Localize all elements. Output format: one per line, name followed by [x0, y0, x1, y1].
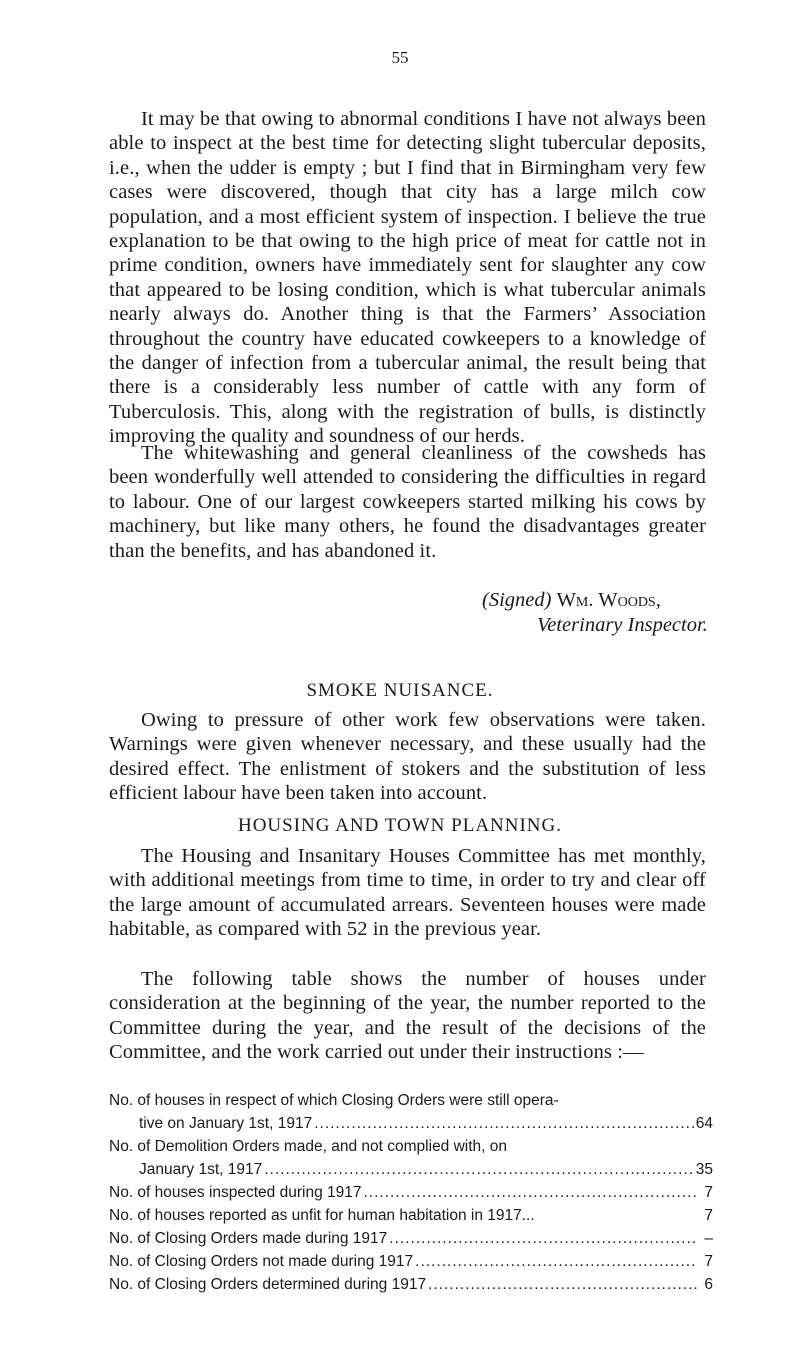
- signature-title: Veterinary Inspector.: [537, 614, 708, 636]
- paragraph-table-intro: The following table shows the number of houses under consideration at the beginning of the year, the number reported to the Committee during the year, and the result of the decisions of the Committee, and the work carried out under their instructions :—: [109, 968, 706, 1064]
- row-value: 6: [704, 1276, 713, 1293]
- table-row: [109, 1204, 713, 1227]
- heading-smoke-nuisance: SMOKE NUISANCE.: [306, 680, 494, 701]
- signature-name: Wm. Woods,: [556, 589, 661, 611]
- paragraph-cowsheds: The whitewashing and general cleanliness of the cowsheds has been wonderfully well attended to considering the difficulties in regard to labour. One of our largest cowkeepers started milking his cows by machinery, but like many others, he found the disadvantages greater than the benefits, and has abandoned it.: [109, 442, 706, 562]
- row-value: 7: [704, 1184, 713, 1201]
- row-label: No. of houses inspected during 1917: [109, 1184, 362, 1201]
- dot-leader: [428, 1273, 697, 1296]
- table-row: [109, 1273, 713, 1296]
- row-value: 35: [695, 1161, 713, 1178]
- table-row: [109, 1181, 713, 1204]
- row-label: No. of Closing Orders made during 1917: [109, 1230, 388, 1247]
- row-value: 7: [704, 1207, 713, 1224]
- table-row: [109, 1250, 713, 1273]
- row-value: –: [704, 1230, 713, 1247]
- row-label-continued: January 1st, 1917: [139, 1161, 263, 1178]
- page-number: 55: [391, 48, 409, 67]
- signature-prefix: (Signed): [482, 589, 552, 611]
- dot-leader: [264, 1158, 694, 1181]
- paragraph-housing-committee: The Housing and Insanitary Houses Committee has met monthly, with additional meetings from time to time, in order to try and clear off the large amount of accumulated arrears. Seventeen houses were made habitable, as compared with 52 in the previous year.: [109, 845, 706, 941]
- dot-leader: [314, 1112, 694, 1135]
- housing-statistics-table: [109, 1089, 713, 1296]
- heading-housing-town-planning: HOUSING AND TOWN PLANNING.: [237, 815, 563, 836]
- dot-leader: [389, 1227, 697, 1250]
- table-row: [109, 1227, 713, 1250]
- row-label-continued: tive on January 1st, 1917: [139, 1115, 313, 1132]
- dot-leader: [363, 1181, 697, 1204]
- row-label: No. of Demolition Orders made, and not complied with, on: [109, 1138, 508, 1155]
- row-label: No. of houses in respect of which Closing Orders were still opera-: [109, 1092, 559, 1109]
- dot-leader: [415, 1250, 697, 1273]
- row-label: No. of Closing Orders not made during 1917: [109, 1253, 414, 1270]
- row-value: 7: [704, 1253, 713, 1270]
- table-row: [109, 1089, 713, 1135]
- row-label: No. of houses reported as unfit for human habitation in 1917...: [109, 1207, 535, 1224]
- table-row: [109, 1135, 713, 1181]
- paragraph-tuberculosis: It may be that owing to abnormal conditions I have not always been able to inspect at the best time for detecting slight tubercular deposits, i.e., when the udder is empty ; but I find that in Birmingham very few cases were discovered, though that city has a large milch cow population, and a most efficient system of inspection. I believe the true explanation to be that owing to the high price of meat for cattle not in prime condition, owners have immediately sent for slaughter any cow that appeared to be losing condition, which is what tubercular animals nearly always do. Another thing is that the Farmers’ Association throughout the country have educated cowkeepers to a knowledge of the danger of infection from a tubercular animal, the result being that there is a considerably less number of cattle with any form of Tuberculosis. This, along with the registration of bulls, is distinctly improving the quality and soundness of our herds.: [109, 108, 706, 448]
- row-label: No. of Closing Orders determined during 1917: [109, 1276, 427, 1293]
- paragraph-smoke: Owing to pressure of other work few observations were taken. Warnings were given whenever necessary, and these usually had the desired effect. The enlistment of stokers and the substitution of less efficient labour have been taken into account.: [109, 709, 706, 805]
- row-value: 64: [695, 1115, 713, 1132]
